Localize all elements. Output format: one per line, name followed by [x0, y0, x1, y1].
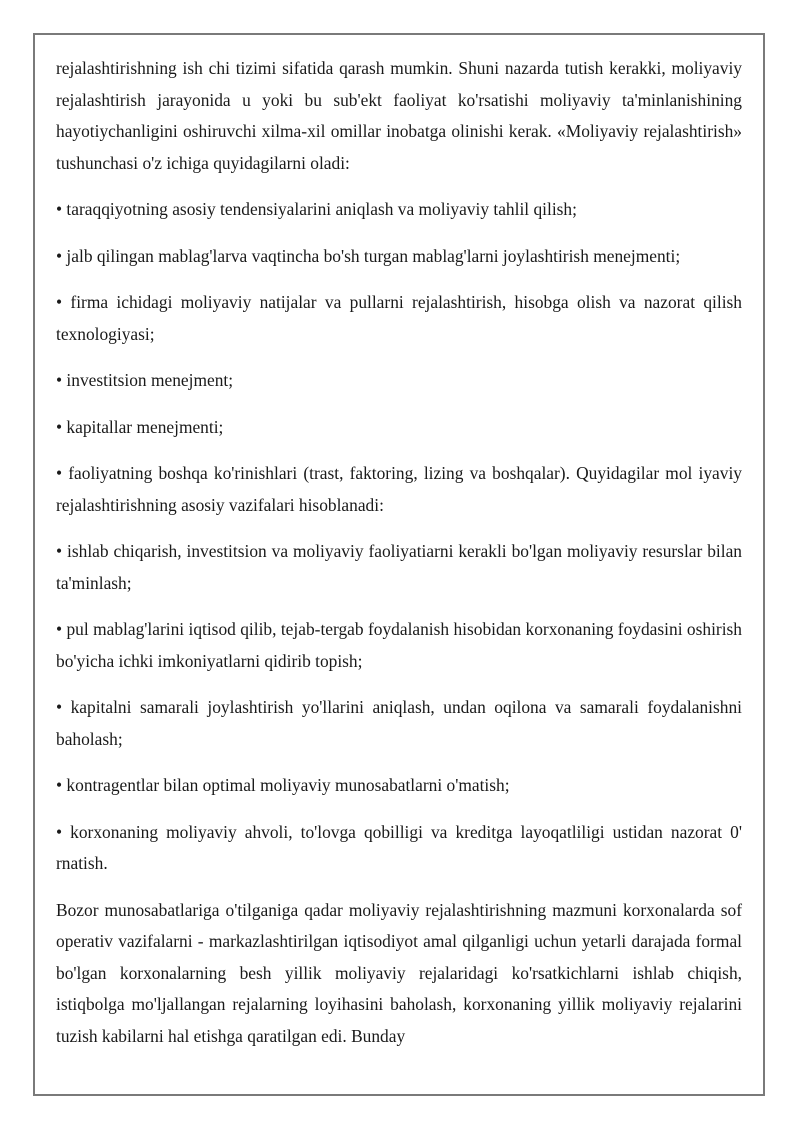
closing-paragraph: Bozor munosabatlariga o'tilganiga qadar moliyaviy rejalashtirishning mazmuni korxonalarda sof operativ vazifalarni - markazlashtirilgan iqtisodiyot amal qilganligi uchun yetarli darajada formal bo'lgan korxonalarning besh yillik moliyaviy rejalaridagi ko'rsatkichlarni ishlab chiqish, istiqbolga mo'ljallangan rejalarning loyihasini baholash, korxonaning yillik moliyaviy rejalarini tuzish kabilarni hal etishga qaratilgan edi. Bunday	[56, 899, 742, 1046]
list-item: • investitsion menejment;	[56, 370, 234, 390]
list-item: • kontragentlar bilan optimal moliyaviy munosabatlarni o'matish;	[56, 775, 510, 795]
list-item: • ishlab chiqarish, investitsion va moliyaviy faoliyatiarni kerakli bo'lgan moliyaviy resurslar bilan ta'minlash;	[56, 541, 742, 593]
list-item: • kapitalni samarali joylashtirish yo'llarini aniqlash, undan oqilona va samarali foydalanishni baholash;	[56, 697, 742, 749]
list-item: • taraqqiyotning asosiy tendensiyalarini aniqlash va moliyaviy tahlil qilish;	[56, 199, 577, 219]
list-item: • jalb qilingan mablag'larva vaqtincha bo'sh turgan mablag'larni joylashtirish menejmenti;	[56, 245, 681, 266]
list-item: • pul mablag'larini iqtisod qilib, tejab-tergab foydalanish hisobidan korxonaning foydasini oshirish bo'yicha ichki imkoniyatlarni qidirib topish;	[56, 619, 742, 671]
list-item: • kapitallar menejmenti;	[56, 416, 224, 437]
list-item: • firma ichidagi moliyaviy natijalar va pullarni rejalashtirish, hisobga olish va nazorat qilish texnologiyasi;	[56, 292, 742, 344]
list-item: • korxonaning moliyaviy ahvoli, to'lovga qobilligi va kreditga layoqatliligi ustidan nazorat 0' rnatish.	[56, 821, 742, 873]
list-item: • faoliyatning boshqa ko'rinishlari (trast, faktoring, lizing va boshqalar). Quyidagilar mol iyaviy rejalashtirishning asosiy vazifalari hisoblanadi:	[56, 463, 742, 515]
intro-paragraph: rejalashtirishning ish chi tizimi sifatida qarash mumkin. Shuni nazarda tutish kerakki, moliyaviy rejalashtirish jarayonida u yoki bu sub'ekt faoliyat ko'rsatishi moliyaviy ta'minlanishining hayotiychanligini oshiruvchi xilma-xil omillar inobatga olinishi kerak. «Moliyaviy rejalashtirish» tushunchasi o'z ichiga quyidagilarni oladi:	[56, 58, 742, 173]
document-body	[56, 53, 742, 1052]
